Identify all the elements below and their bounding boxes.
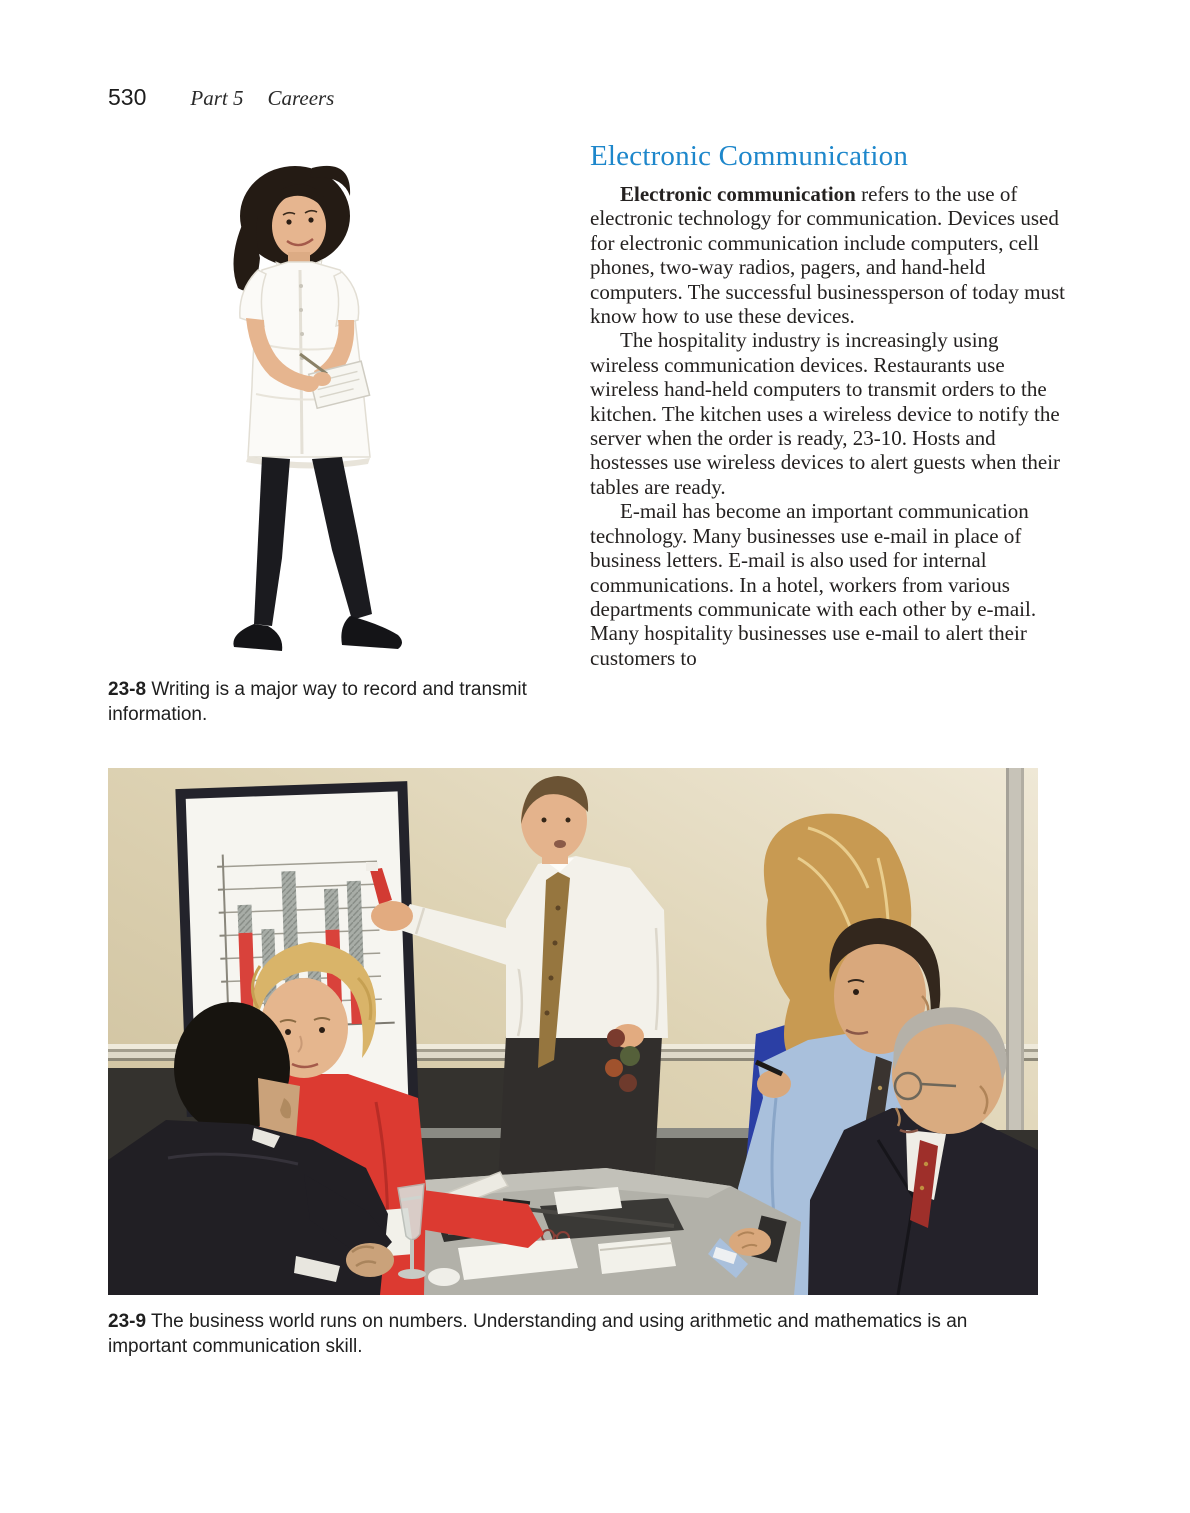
paragraph-1-text: refers to the use of electronic technology for communication. Devices used for electronic communication include computers, cell phones, two-way radios, pagers, and hand-held computers. The successful businessperson of today must know how to use these devices. [590, 182, 1065, 329]
figure-23-9-photo [108, 768, 1038, 1295]
waitress-illustration [200, 158, 455, 663]
meeting-illustration [108, 768, 1038, 1295]
figure-23-8-caption-text: Writing is a major way to record and transmit information. [108, 679, 527, 725]
figure-23-9-caption-text: The business world runs on numbers. Understanding and using arithmetic and mathematics is an important communication skill. [108, 1311, 968, 1357]
paragraph-3 [590, 499, 1066, 670]
paragraph-1-key-term: Electronic communication [620, 182, 856, 206]
figure-23-8-label: 23-8 [108, 679, 147, 700]
paragraph-2 [590, 328, 1066, 499]
napkin [428, 1268, 460, 1286]
figure-23-8-photo [200, 158, 455, 663]
figure-23-9-label: 23-9 [108, 1311, 147, 1332]
figure-23-8-caption [108, 677, 586, 727]
section-heading: Electronic Communication [590, 140, 909, 172]
hand-with-pen [757, 1070, 791, 1098]
waitress-figure [233, 166, 402, 651]
paragraph-3-text: E-mail has become an important communication technology. Many businesses use e-mail in place of business letters. E-mail is also used for internal communications. In a hotel, workers from various departments communicate with each other by e-mail. Many hospitality businesses use e-mail to alert their customers to [590, 499, 1037, 670]
article-column [590, 140, 1066, 670]
figure-23-9-caption [108, 1309, 1008, 1359]
page-number: 530 [108, 84, 147, 110]
part-label: Part 5 [190, 86, 244, 110]
paragraph-2-text: The hospitality industry is increasingly using wireless communication devices. Restaurants use wireless hand-held computers to transmit orders to the kitchen. The kitchen uses a wireless device to notify the server when the order is ready, 23-10. Hosts and hostesses use wireless devices to alert guests when their tables are ready. [590, 328, 1061, 499]
paragraph-1 [590, 182, 1066, 328]
part-title: Careers [267, 86, 335, 110]
page-header [108, 84, 334, 111]
presenter-hand [371, 901, 413, 931]
